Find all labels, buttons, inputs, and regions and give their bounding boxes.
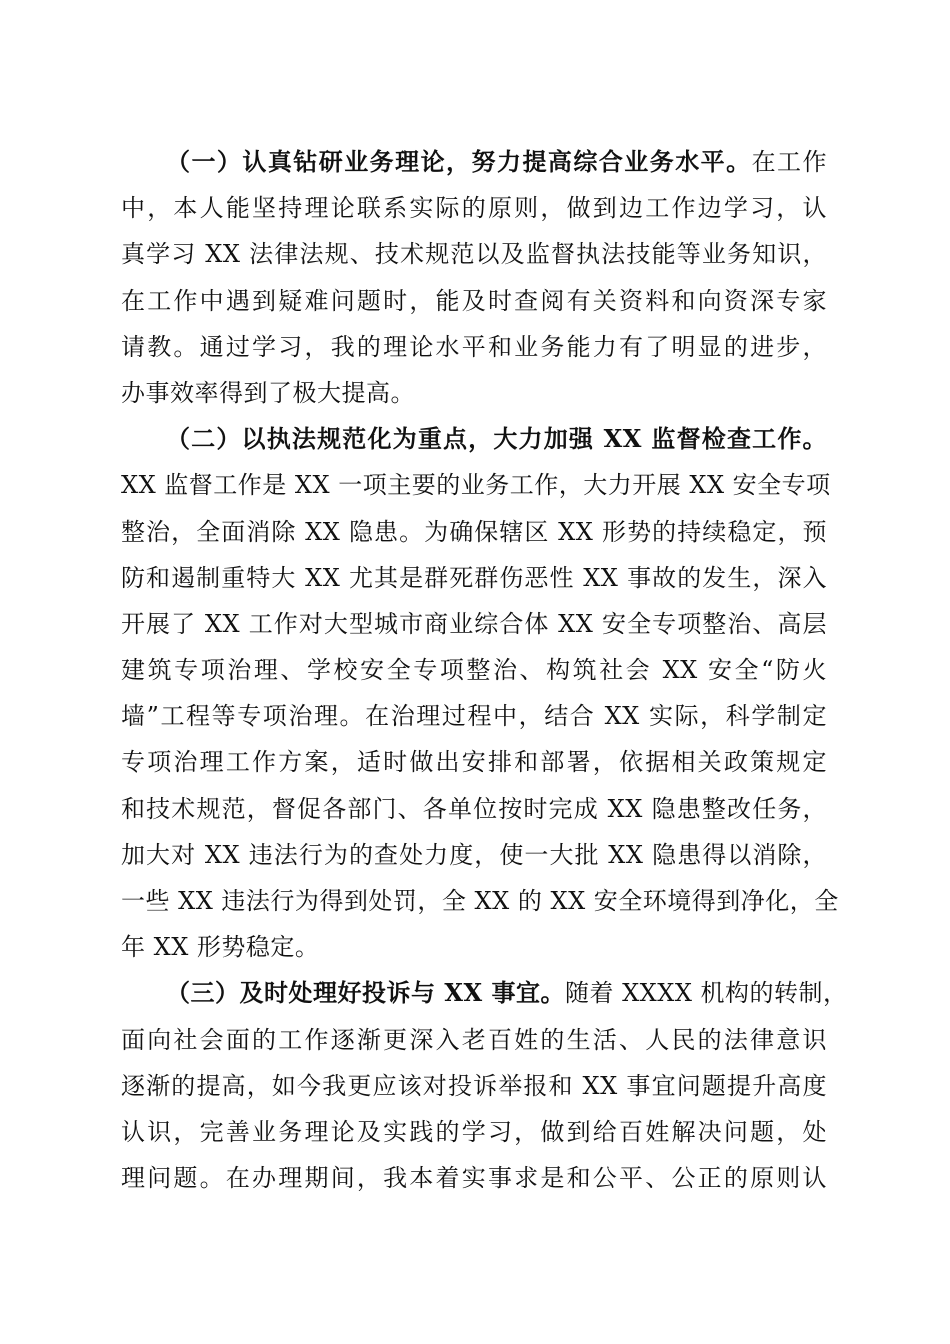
paragraph-2-heading: （二）以执法规范化为重点，大力加强 XX 监督检查工作。 xyxy=(166,424,827,454)
paragraph-2-line-12: 年 XX 形势稳定。 xyxy=(121,933,320,962)
paragraph-2-line-5: 开展了 XX 工作对大型城市商业综合体 XX 安全专项整治、高层 xyxy=(121,609,827,638)
paragraph-1-line-4: 在工作中遇到疑难问题时，能及时查阅有关资料和向资深专家 xyxy=(121,286,827,315)
paragraph-3-text: 随着 XXXX 机构的转制， xyxy=(564,979,848,1008)
paragraph-1-line-1 xyxy=(121,139,827,185)
paragraph-1-line-6: 办事效率得到了极大提高。 xyxy=(121,378,415,407)
paragraph-2-line-7: 墙”工程等专项治理。在治理过程中，结合 XX 实际，科学制定 xyxy=(121,702,827,731)
paragraph-1-line-3: 真学习 XX 法律法规、技术规范以及监督执法技能等业务知识， xyxy=(121,240,827,269)
paragraph-2-line-4: 防和遏制重特大 XX 尤其是群死群伤恶性 XX 事故的发生，深入 xyxy=(121,563,827,592)
paragraph-2-line-6: 建筑专项治理、学校安全专项整治、构筑社会 XX 安全“防火 xyxy=(121,656,827,685)
paragraph-2-line-3: 整治，全面消除 XX 隐患。为确保辖区 XX 形势的持续稳定，预 xyxy=(121,517,827,546)
paragraph-3-line-5: 理问题。在办理期间，我本着实事求是和公平、公正的原则认 xyxy=(121,1164,827,1193)
paragraph-3-line-2: 面向社会面的工作逐渐更深入老百姓的生活、人民的法律意识 xyxy=(121,1025,827,1054)
paragraph-1-line-5: 请教。通过学习，我的理论水平和业务能力有了明显的进步， xyxy=(121,332,827,361)
paragraph-3-line-1 xyxy=(121,970,848,1016)
paragraph-1-heading: （一）认真钻研业务理论，努力提高综合业务水平。 xyxy=(166,147,752,176)
paragraph-3-line-3: 逐渐的提高，如今我更应该对投诉举报和 XX 事宜问题提升高度 xyxy=(121,1071,827,1100)
paragraph-2-line-2: XX 监督工作是 XX 一项主要的业务工作，大力开展 XX 安全专项 xyxy=(121,471,831,500)
paragraph-2-line-8: 专项治理工作方案，适时做出安排和部署，依据相关政策规定 xyxy=(121,748,827,777)
paragraph-2-line-11: 一些 XX 违法行为得到处罚，全 XX 的 XX 安全环境得到净化，全 xyxy=(121,887,839,915)
document-body xyxy=(121,139,848,1201)
paragraph-2-line-9: 和技术规范，督促各部门、各单位按时完成 XX 隐患整改任务， xyxy=(121,794,827,823)
paragraph-1 xyxy=(121,139,827,416)
paragraph-2-line-1 xyxy=(121,416,827,462)
paragraph-3-line-4: 认识，完善业务理论及实践的学习，做到给百姓解决问题，处 xyxy=(121,1117,827,1146)
paragraph-2-line-10: 加大对 XX 违法行为的查处力度，使一大批 XX 隐患得以消除， xyxy=(121,840,827,869)
paragraph-3 xyxy=(121,970,848,1201)
paragraph-3-heading: （三）及时处理好投诉与 XX 事宜。 xyxy=(166,978,565,1008)
paragraph-1-line-2: 中，本人能坚持理论联系实际的原则，做到边工作边学习，认 xyxy=(121,194,827,223)
paragraph-1-text: 在工作 xyxy=(751,148,827,176)
paragraph-2 xyxy=(121,416,839,970)
